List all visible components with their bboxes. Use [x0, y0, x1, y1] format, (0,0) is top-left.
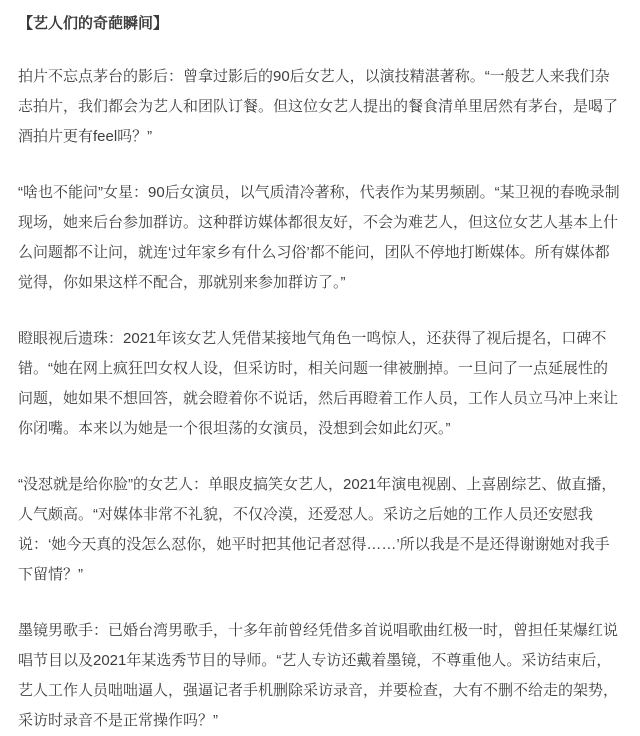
paragraph-maotai-actress: 拍片不忘点茅台的影后：曾拿过影后的90后女艺人，以演技精湛著称。“一般艺人来我们杂志拍片，我们都会为艺人和团队订餐。但这位女艺人提出的餐食清单里居然有茅台，是喝了酒拍片更有feel吗？” — [18, 68, 619, 145]
paragraph-staring-actress: 瞪眼视后遗珠：2021年该女艺人凭借某接地气角色一鸣惊人，还获得了视后提名，口碑不错。“她在网上疯狂凹女权人设，但采访时，相关问题一律被删掉。一旦问了一点延展性的问题，她如果不想回答，就会瞪着你不说话，然后再瞪着工作人员，工作人员立马冲上来让你闭嘴。本来以为她是一个很坦荡的女演员，没想到会如此幻灭。” — [18, 330, 619, 437]
paragraph-sunglasses-singer: 墨镜男歌手：已婚台湾男歌手，十多年前曾经凭借多首说唱歌曲红极一时，曾担任某爆红说唱节目以及2021年某选秀节目的导师。“艺人专访还戴着墨镜，不尊重他人。采访结束后，艺人工作人员咄咄逼人，强逼记者手机删除采访录音，并要检查，大有不删不给走的架势，采访时录音不是正常操作吗？” — [18, 622, 619, 729]
paragraph-snarky-actress: “没怼就是给你脸”的女艺人：单眼皮搞笑女艺人，2021年演电视剧、上喜剧综艺、做直播，人气颇高。“对媒体非常不礼貌，不仅冷漠，还爱怼人。采访之后她的工作人员还安慰我说：‘她今天真的没怎么怼你，她平时把其他记者怼得……’所以我是不是还得谢谢她对我手下留情？” — [18, 476, 617, 583]
paragraph-no-questions-actress: “啥也不能问”女星：90后女演员，以气质清冷著称，代表作为某男频剧。“某卫视的春晚录制现场，她来后台参加群访。这种群访媒体都很友好，不会为难艺人，但这位女艺人基本上什么问题都不让问，就连‘过年家乡有什么习俗’都不能问，团队不停地打断媒体。所有媒体都觉得，你如果这样不配合，那就别来参加群访了。” — [18, 184, 620, 291]
article-title: 【艺人们的奇葩瞬间】 — [18, 15, 169, 32]
